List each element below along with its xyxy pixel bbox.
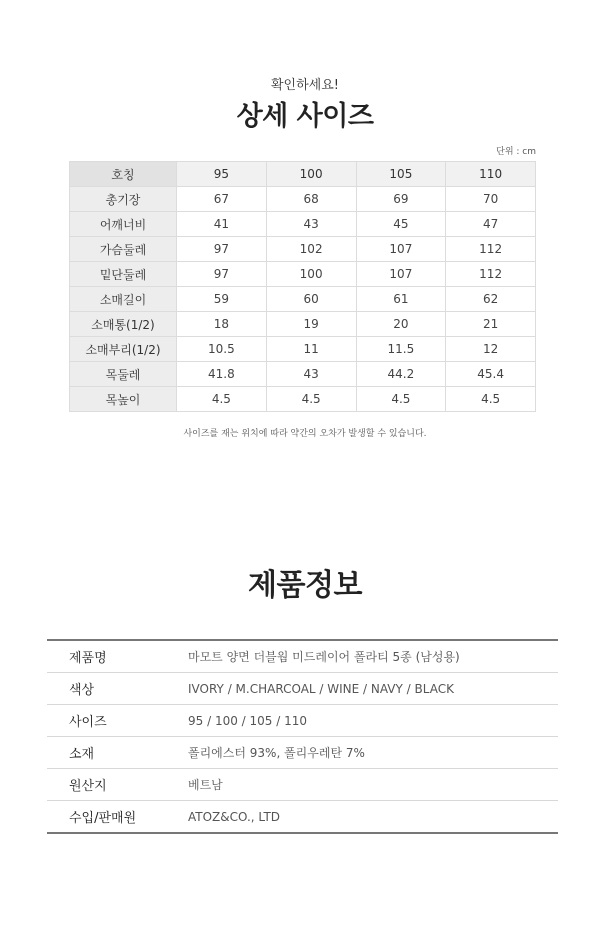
table-row (70, 237, 536, 262)
size-value: 45.4 (446, 362, 536, 387)
info-row (47, 737, 558, 769)
info-label: 수입/판매원 (69, 811, 137, 826)
info-label: 색상 (69, 683, 95, 698)
table-row (70, 212, 536, 237)
size-value: 102 (266, 237, 356, 262)
row-label: 밑단둘레 (70, 262, 177, 287)
table-row (70, 362, 536, 387)
size-value: 10.5 (177, 337, 267, 362)
table-row (70, 387, 536, 412)
table-row (70, 337, 536, 362)
info-row (47, 705, 558, 737)
row-label: 총기장 (70, 187, 177, 212)
size-note: 사이즈를 재는 위치에 따라 약간의 오차가 발생할 수 있습니다. (183, 429, 427, 439)
size-value: 112 (446, 262, 536, 287)
info-value: 마모트 양면 더블웜 미드레이어 폴라티 5종 (남성용) (188, 650, 460, 664)
size-value: 41.8 (177, 362, 267, 387)
size-value: 21 (446, 312, 536, 337)
info-row (47, 641, 558, 673)
row-label: 소매통(1/2) (70, 312, 177, 337)
size-value: 60 (266, 287, 356, 312)
row-label: 가슴둘레 (70, 237, 177, 262)
size-table-header (70, 162, 536, 187)
size-value: 43 (266, 212, 356, 237)
table-row (70, 287, 536, 312)
size-value: 11.5 (356, 337, 446, 362)
info-value: ATOZ&CO., LTD (188, 809, 281, 824)
size-value: 11 (266, 337, 356, 362)
header-cell: 95 (177, 162, 267, 187)
size-value: 59 (177, 287, 267, 312)
info-row (47, 673, 558, 705)
size-value: 47 (446, 212, 536, 237)
size-value: 62 (446, 287, 536, 312)
size-value: 18 (177, 312, 267, 337)
info-value: 폴리에스터 93%, 폴리우레탄 7% (188, 746, 365, 760)
size-eyebrow: 확인하세요! (270, 78, 339, 93)
header-cell: 105 (356, 162, 446, 187)
size-value: 44.2 (356, 362, 446, 387)
table-row (70, 187, 536, 212)
size-value: 67 (177, 187, 267, 212)
unit-label: 단위 : cm (496, 147, 536, 157)
row-label: 목둘레 (70, 362, 177, 387)
row-label: 어깨너비 (70, 212, 177, 237)
size-value: 4.5 (266, 387, 356, 412)
size-value: 68 (266, 187, 356, 212)
size-value: 43 (266, 362, 356, 387)
size-value: 4.5 (356, 387, 446, 412)
size-table (69, 161, 536, 412)
info-label: 원산지 (69, 779, 107, 794)
size-value: 4.5 (446, 387, 536, 412)
info-row (47, 769, 558, 801)
size-value: 61 (356, 287, 446, 312)
size-value: 41 (177, 212, 267, 237)
size-value: 97 (177, 237, 267, 262)
product-info-table (47, 639, 558, 834)
row-label: 소매부리(1/2) (70, 337, 177, 362)
info-label: 소재 (69, 747, 95, 762)
header-cell: 호칭 (70, 162, 177, 187)
size-value: 107 (356, 262, 446, 287)
table-row (70, 312, 536, 337)
size-value: 12 (446, 337, 536, 362)
info-label: 제품명 (69, 651, 107, 666)
size-value: 19 (266, 312, 356, 337)
row-label: 소매길이 (70, 287, 177, 312)
header-cell: 100 (266, 162, 356, 187)
info-label: 사이즈 (69, 715, 107, 730)
size-value: 4.5 (177, 387, 267, 412)
size-title: 상세 사이즈 (236, 101, 374, 132)
header-cell: 110 (446, 162, 536, 187)
size-value: 97 (177, 262, 267, 287)
info-value: 95 / 100 / 105 / 110 (188, 713, 307, 728)
size-value: 45 (356, 212, 446, 237)
size-value: 70 (446, 187, 536, 212)
info-row (47, 801, 558, 832)
info-value: 베트남 (188, 778, 223, 792)
info-value: IVORY / M.CHARCOAL / WINE / NAVY / BLACK (188, 681, 454, 696)
size-value: 20 (356, 312, 446, 337)
table-row (70, 262, 536, 287)
size-value: 100 (266, 262, 356, 287)
row-label: 목높이 (70, 387, 177, 412)
size-value: 69 (356, 187, 446, 212)
size-value: 112 (446, 237, 536, 262)
size-value: 107 (356, 237, 446, 262)
info-title: 제품정보 (248, 568, 362, 603)
